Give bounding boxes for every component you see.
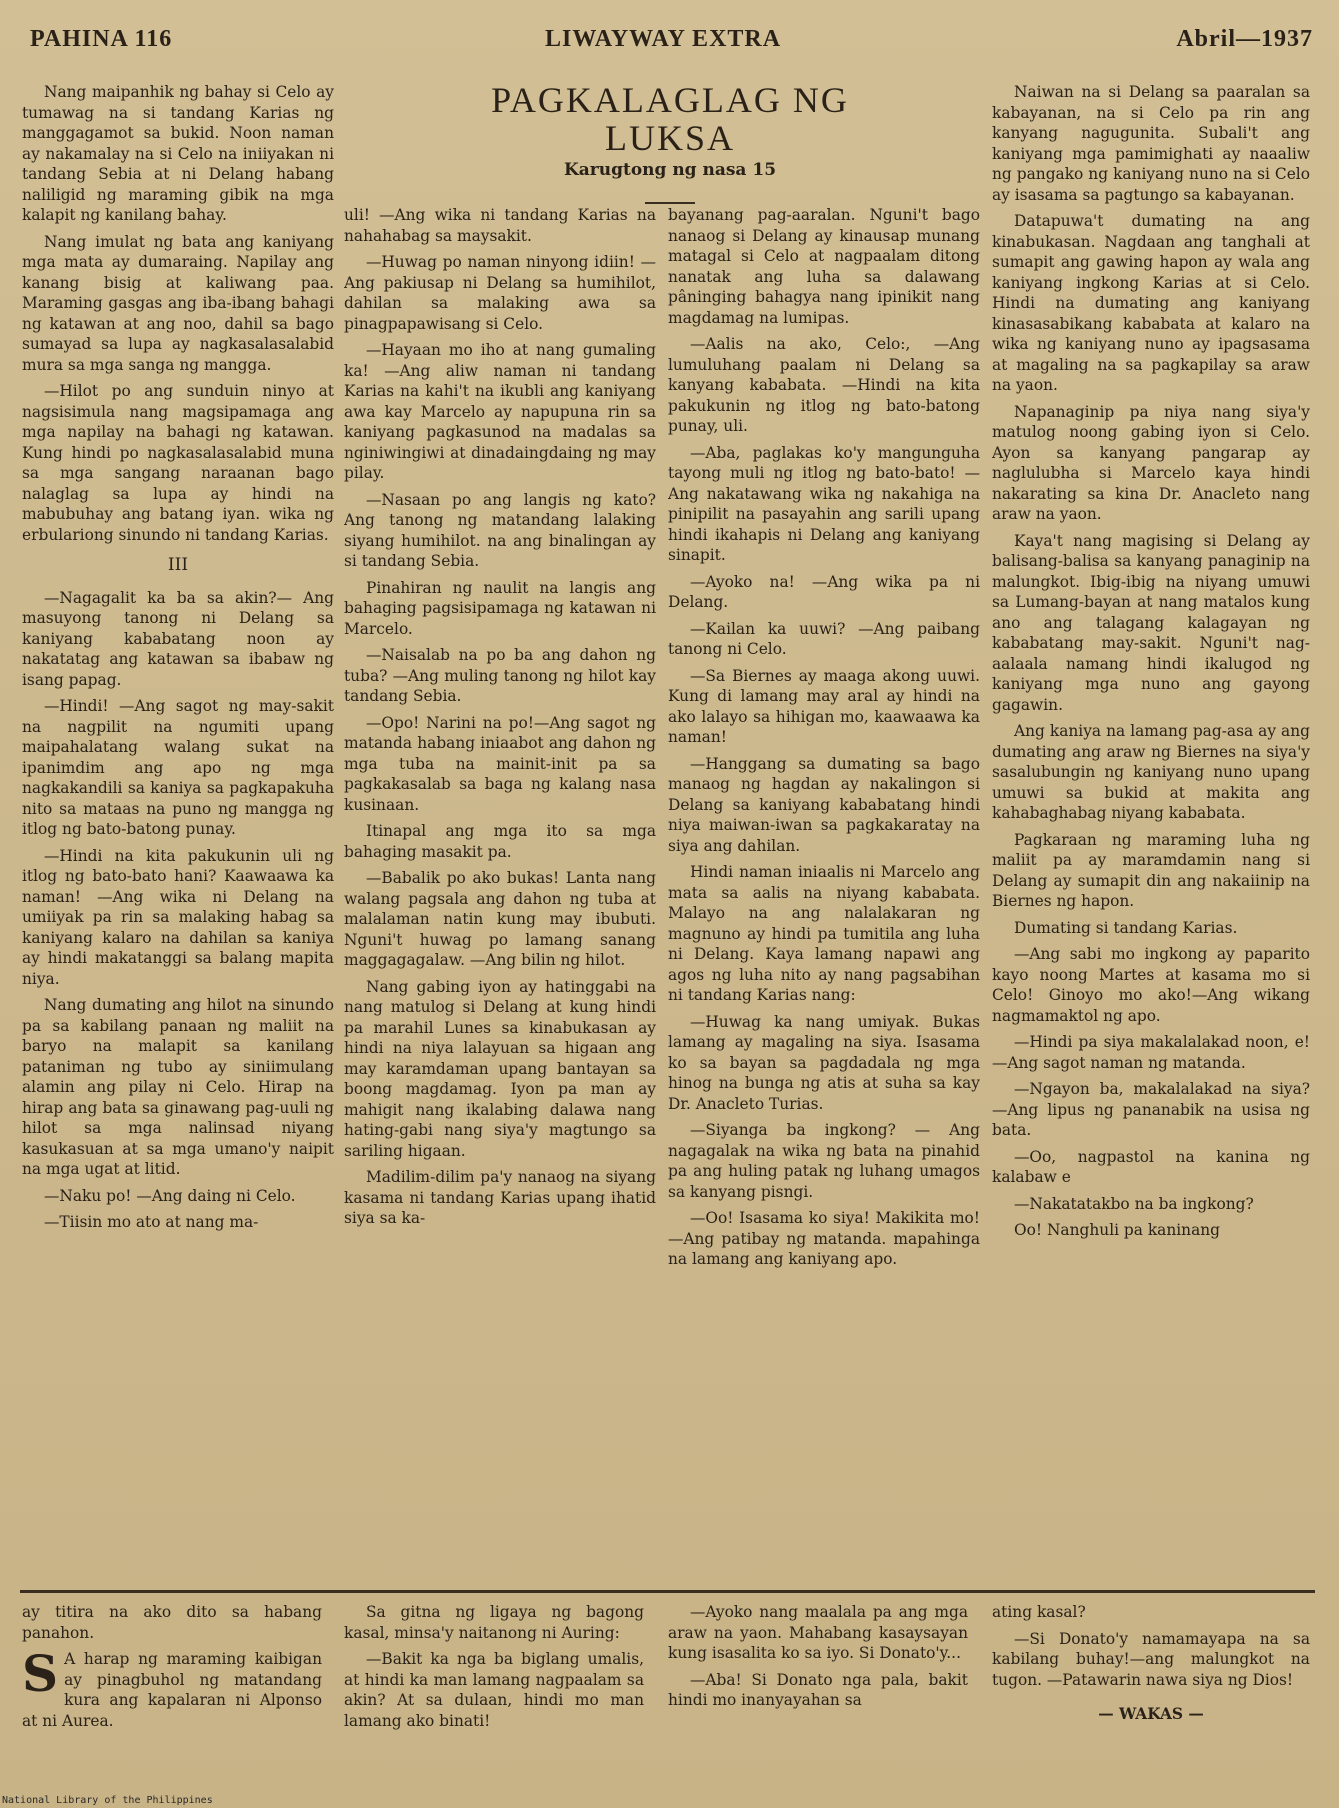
column-2 <box>344 205 656 1577</box>
column-4 <box>992 82 1310 1577</box>
paragraph: Nang dumating ang hilot na sinundo pa sa kabilang panaan ng maliit na baryo na malapit sa kanilang pataniman ng tubo ay siniimulang alamin ang pilay ni Celo. Hirap na hirap ang bata sa ginawang pag-uuli ng hilot sa mga nalinsad niyang kasukasuan at sa mga umano'y naipit na mga ugat at litid. <box>22 996 334 1178</box>
column-1 <box>22 82 334 1577</box>
end-mark: — WAKAS — <box>1098 1705 1204 1723</box>
paragraph: —Ngayon ba, makalalakad na siya? —Ang lipus ng pananabik na usisa ng bata. <box>992 1080 1310 1139</box>
paragraph: bayanang pag-aaralan. Nguni't bago nanaog si Delang ay kinausap munang matagal si Celo at nagpaalam ditong nanatak ang luha sa dalawang pâninging bahagya nang ipinikit nang magdamag na lumipas. <box>668 206 980 327</box>
paragraph: Nang gabing iyon ay hatinggabi na nang matulog si Delang at kung hindi pa marahil Lunes sa kinabukasan ay hindi na niya lalayuan sa higaan ang may karamdaman upang bantayan sa boong magdamag. Iyon pa man ay mahigit nang ikalabing dalawa nang hating-gabi nang siya'y magtungo sa sariling higaan. <box>344 977 656 1160</box>
article-subtitle: Karugtong ng nasa 15 <box>563 159 777 180</box>
paragraph: —Hilot po ang sunduin ninyo at nagsisimula nang magsipamaga ang mga napilay na bahagi ng katawan. Kung hindi po nagkasalasalabid muna sa mga sangang naraanan bago nalaglag sa lupa ay hindi na mabubuhay ang batang iyan. wika ng erbulariong sinundo ni tandang Karias. <box>22 382 334 544</box>
paragraph: —Huwag ka nang umiyak. Bukas lamang ay magaling na siya. Isasama ko sa bayan sa pagdadala ng mga hinog na bunga ng atis at suha sa kay Dr. Anacleto Turias. <box>668 1012 980 1113</box>
paragraph: —Aba, paglakas ko'y mangunguha tayong muli ng itlog ng bato-bato! —Ang nakatawang wika ng nakahiga na pinipilit na pasayahin ang sarili upang hindi ikahapis ni Delang ang kaniyang sinapit. <box>668 443 980 564</box>
paragraph: ating kasal? <box>992 1603 1086 1621</box>
paragraph: —Hindi pa siya makalalakad noon, e!—Ang sagot naman ng matanda. <box>992 1033 1310 1072</box>
paragraph: —Nagagalit ka ba sa akin?— Ang masuyong tanong ni Delang sa kaniyang kababatang noon ay nakatatag ang katawan sa ibabaw ng isang papag. <box>22 588 334 689</box>
paragraph: —Bakit ka nga ba biglang umalis, at hindi ka man lamang nagpaalam sa akin? At sa dulaan, hindi mo man lamang ako binati! <box>344 1650 644 1730</box>
paragraph: —Sa Biernes ay maaga akong uuwi. Kung di lamang may aral ay hindi na ako lalayo sa hihigan mo, kaawaawa ka naman! <box>668 666 980 746</box>
paragraph: —Tiisin mo ato at nang ma- <box>44 1213 259 1231</box>
drop-cap: S <box>22 1644 59 1703</box>
section-number: III <box>167 555 189 575</box>
paragraph: —Hindi! —Ang sagot ng may-sakit na nagpilit na ngumiti upang maipahalatang walang sukat na ipanimdim ang apo ng mga nagkakandili sa kaniya sa pagkapakuha nito sa mataas na puno ng mangga ng itlog ng bato-batong punay. <box>22 697 334 838</box>
paragraph: Napanaginip pa niya nang siya'y matulog noong gabing iyon si Celo. Ayon sa kanyang pangarap ay naglulubha si Marcelo kaya hindi nakarating sa kina Dr. Anacleto nang araw na yaon. <box>992 402 1310 523</box>
paragraph: Itinapal ang mga ito sa mga bahaging masakit pa. <box>344 822 656 861</box>
paragraph: —Kailan ka uuwi? —Ang paibang tanong ni Celo. <box>668 619 980 658</box>
library-credit: National Library of the Philippines <box>2 1795 213 1806</box>
paragraph: Pinahiran ng naulit na langis ang bahaging pagsisipamaga ng katawan ni Marcelo. <box>344 578 656 638</box>
paragraph: Dumating si tandang Karias. <box>1014 918 1238 937</box>
paragraph: —Si Donato'y namamayapa na sa kabilang buhay!—ang malungkot na tugon. —Patawarin nawa siya ng Dios! <box>992 1629 1310 1689</box>
paragraph: —Aba! Si Donato nga pala, bakit hindi mo inanyayahan sa <box>668 1670 968 1709</box>
paragraph: Naiwan na si Delang sa paaralan sa kabayanan, na si Celo pa rin ang kanyang nagugunita. Subali't ang kaniyang mga pamimighati ay naaaliw ng pangako ng kaniyang nuno na si Celo ay isasama sa pagtungo sa kabayanan. <box>992 83 1310 204</box>
publication-name: LIWAYWAY EXTRA <box>545 26 782 52</box>
paragraph: Kaya't nang magising si Delang ay balisang-balisa sa kanyang panaginip na malungkot. Ibig-ibig na niyang umuwi sa Lumang-bayan at nang matalos kung ano ang talagang kalagayan ng kababatang may-sakit. Nguni't nag-aalaala namang hindi ikalugod ng kaniyang mga nuno ang gayong gagawin. <box>992 531 1310 714</box>
section-divider <box>20 1590 1315 1593</box>
issue-date: Abril—1937 <box>1176 26 1313 52</box>
paragraph: —Opo! Narini na po!—Ang sagot ng matanda habang iniaabot ang dahon ng mga tuba na mainit-init pa sa pagkakasalab sa baga ng kalang nasa kusinaan. <box>344 713 656 814</box>
column-3 <box>668 205 980 1577</box>
paragraph: uli! —Ang wika ni tandang Karias na nahahabag sa maysakit. <box>344 206 656 245</box>
article-title: PAGKALAGLAG NG LUKSA <box>491 80 849 158</box>
paragraph: Datapuwa't dumating na ang kinabukasan. Nagdaan ang tanghali at sumapit ang gawing hapon ay wala ang kaniyang ingkong Karias at si Celo. Hindi na dumating ang kaniyang kinasasabikang kababata at kalaro na wika ng kaniyang nuno ay ipagsasama at magaling na sa pagkapilay sa araw na yaon. <box>992 212 1310 394</box>
paragraph: Hindi naman iniaalis ni Marcelo ang mata sa aalis na niyang kababata. Malayo na ang nalalakaran ng magnuno ay hindi pa tumitila ang luha ni Delang. Kaya lamang napawi ang agos ng luha nito ay nang pagsabihan ni tandang Karias nang: <box>668 863 980 1004</box>
paragraph: Madilim-dilim pa'y nanaog na siyang kasama ni tandang Karias upang ihatid siya sa ka- <box>344 1168 656 1227</box>
paragraph: —Siyanga ba ingkong? — Ang nagagalak na wika ng bata na pinahid pa ang huling patak ng luhang umagos sa kanyang pisngi. <box>668 1121 980 1201</box>
paragraph: —Hayaan mo iho at nang gumaling ka! —Ang aliw naman ni tandang Karias na kahi't na ikubli ang kaniyang awa kay Marcelo ay napupuna rin sa kaniyang pagkasunod na madalas sa nginiwingiwi at dinadaingdaing ng may pilay. <box>344 341 656 482</box>
bottom-column-4 <box>992 1602 1310 1752</box>
page-header <box>0 26 1339 66</box>
paragraph: —Huwag po naman ninyong idiin! —Ang pakiusap ni Delang sa humihilot, dahilan sa malaking awa sa pinagpapawisang si Celo. <box>344 253 656 333</box>
paragraph: —Nakatatakbo na ba ingkong? <box>1014 1194 1254 1213</box>
paragraph: Nang imulat ng bata ang kaniyang mga mata ay dumaraing. Napilay ang kanang bisig at kaliwang paa. Maraming gasgas ang iba-ibang bahagi ng katawan at ang noo, dahil sa bago sumayad sa lupa ay nagkasalasalabid mura sa mga sanga ng mangga. <box>22 232 334 374</box>
paragraph: —Naisalab na po ba ang dahon ng tuba? —Ang muling tanong ng hilot kay tandang Sebia. <box>344 646 656 705</box>
paragraph: Nang maipanhik ng bahay si Celo ay tumawag na si tandang Karias ng manggagamot sa bukid. Noon naman ay nakamalay na si Celo na iniiyakan ni tandang Sebia at ni Delang habang naliligid ng maraming gibik na mga kalapit ng kanilang bahay. <box>22 83 334 224</box>
paragraph: Oo! Nanghuli pa kaninang <box>1014 1221 1221 1239</box>
paragraph: —Ayoko na! —Ang wika pa ni Delang. <box>668 572 980 611</box>
paragraph: —Ayoko nang maalala pa ang mga araw na yaon. Mahabang kasaysayan kung isasalita ko sa iyo. Si Donato'y... <box>668 1603 968 1662</box>
paragraph: —Babalik po ako bukas! Lanta nang walang pagsala ang dahon ng tuba at malalaman natin kung may ibubuti. Nguni't huwag po lamang sanang maggagagalaw. —Ang bilin ng hilot. <box>344 869 656 969</box>
bottom-column-1 <box>22 1602 322 1752</box>
paragraph: —Oo! Isasama ko siya! Makikita mo!—Ang patibay ng matanda. mapahinga na lamang ang kaniyang apo. <box>668 1209 980 1268</box>
paragraph: —Oo, nagpastol na kanina ng kalabaw e <box>992 1147 1310 1186</box>
paragraph: Pagkaraan ng maraming luha ng maliit pa ay maramdamin nang si Delang ay sumapit din ang nakaiinip na Biernes ng hapon. <box>992 830 1310 910</box>
bottom-column-2 <box>344 1602 644 1752</box>
paragraph: ay titira na ako dito sa habang panahon. <box>22 1603 322 1642</box>
paragraph: —Hindi na kita pakukunin uli ng itlog ng bato-bato hani? Kaawaawa ka naman! —Ang wika ni Delang na umiiyak pa rin sa malaking habag sa kaniyang kalaro na dahilan sa kaniya ay hindi makatanggi sa balang mapita niya. <box>22 846 334 988</box>
paragraph-with-dropcap <box>22 1644 322 1731</box>
dropcap-paragraph-text: A harap ng maraming kaibigan ay pinagbuhol ng matandang kura ang kapalaran ni Alponso at ni Aurea. <box>22 1650 322 1730</box>
title-rule <box>645 202 695 204</box>
paragraph: —Hanggang sa dumating sa bago manaog ng hagdan ay nakalingon si Delang sa kaniyang kababatang hindi niya maiwan-iwan sa pagkakaratay na siya ang dahilan. <box>668 754 980 855</box>
paragraph: —Naku po! —Ang daing ni Celo. <box>44 1186 296 1205</box>
article-title-block <box>440 82 900 204</box>
paragraph: Sa gitna ng ligaya ng bagong kasal, minsa'y naitanong ni Auring: <box>344 1603 644 1642</box>
bottom-column-3 <box>668 1602 968 1752</box>
page-number: PAHINA 116 <box>30 26 173 52</box>
paragraph: —Ang sabi mo ingkong ay paparito kayo noong Martes at kasama mo si Celo! Ginoyo mo ako!—Ang wikang nagmamaktol ng apo. <box>992 945 1310 1025</box>
paragraph: Ang kaniya na lamang pag-asa ay ang dumating ang araw ng Biernes na siya'y sasalubungin ng kaniyang nuno upang umuwi sa bukid at makita ang kahabaghabag niyang kababata. <box>992 722 1310 822</box>
paragraph: —Nasaan po ang langis ng kato? Ang tanong ng matandang lalaking siyang humihilot. na ang binalingan ay si tandang Sebia. <box>344 490 656 570</box>
paragraph: —Aalis na ako, Celo:, —Ang lumuluhang paalam ni Delang sa kanyang kababata. —Hindi na kita pakukunin ng itlog ng bato-batong punay, uli. <box>668 335 980 435</box>
